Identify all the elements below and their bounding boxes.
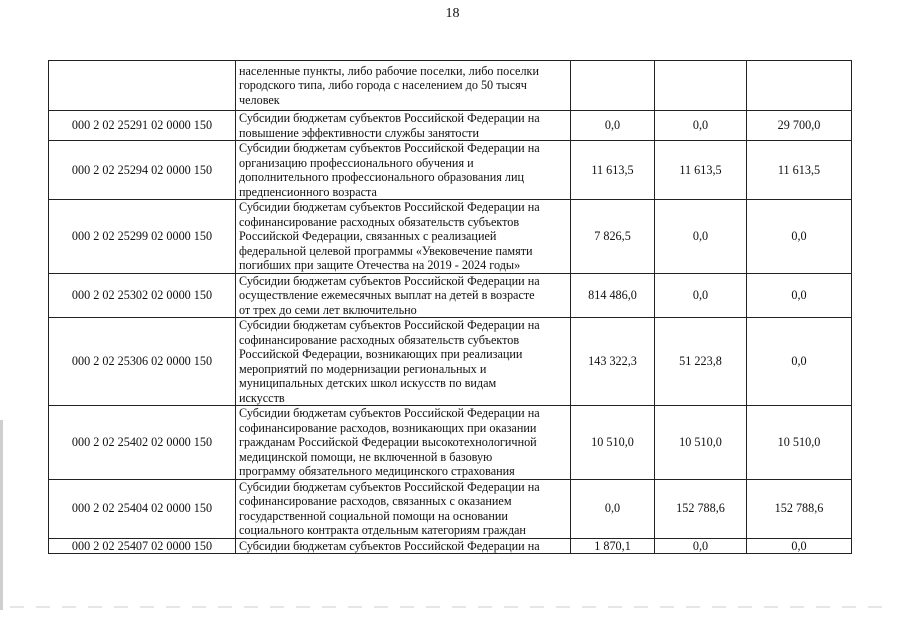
budget-table [48, 60, 852, 554]
description-line: Субсидии бюджетам субъектов Российской Федерации на [239, 318, 540, 332]
description-line: федеральной целевой программы «Увековечение памяти [239, 243, 533, 258]
amount-cell-v2019: 11 613,5 [571, 141, 655, 200]
amount-cell-v2020: 10 510,0 [655, 406, 747, 480]
table-row [49, 479, 852, 538]
amount-cell-v2020 [655, 61, 747, 111]
description-line: Субсидии бюджетам субъектов Российской Федерации на [239, 538, 540, 553]
description-line: Субсидии бюджетам субъектов Российской Федерации на [239, 200, 540, 214]
table-row [49, 200, 852, 274]
budget-code-cell: 000 2 02 25299 02 0000 150 [49, 200, 236, 274]
amount-cell-v2021: 11 613,5 [747, 141, 852, 200]
description-line: Субсидии бюджетам субъектов Российской Федерации на [239, 111, 540, 125]
description-line: организацию профессионального обучения и [239, 155, 474, 170]
budget-code-cell: 000 2 02 25407 02 0000 150 [49, 538, 236, 554]
description-cell [236, 538, 571, 554]
amount-cell-v2021: 152 788,6 [747, 479, 852, 538]
table-row [49, 406, 852, 480]
amount-cell-v2019: 814 486,0 [571, 273, 655, 318]
budget-code-cell: 000 2 02 25404 02 0000 150 [49, 479, 236, 538]
amount-cell-v2021: 0,0 [747, 200, 852, 274]
scan-artifact-line [10, 606, 890, 608]
amount-cell-v2020: 0,0 [655, 111, 747, 141]
description-line: гражданам Российской Федерации высокотехнологичной [239, 435, 537, 449]
description-line: городского типа, либо города с населением до 50 тысяч [239, 78, 527, 93]
budget-code-cell [49, 61, 236, 111]
table-row [49, 273, 852, 318]
description-line: мероприятий по модернизации региональных и [239, 361, 487, 376]
amount-cell-v2019: 7 826,5 [571, 200, 655, 274]
page-number: 18 [445, 6, 460, 21]
budget-table-body [49, 61, 852, 554]
amount-cell-v2020: 152 788,6 [655, 479, 747, 538]
description-line: погибших при защите Отечества на 2019 - 2024 годы» [239, 258, 521, 272]
description-line: муниципальных детских школ искусств по видам [239, 376, 497, 390]
description-cell [236, 200, 571, 274]
description-line: человек [239, 92, 280, 107]
amount-cell-v2020: 51 223,8 [655, 318, 747, 406]
amount-cell-v2019 [571, 61, 655, 111]
description-line: Российской Федерации, возникающих при реализации [239, 347, 523, 361]
scan-edge-mark [0, 420, 3, 610]
description-line: медицинской помощи, не включенной в базовую [239, 449, 493, 464]
amount-cell-v2019: 0,0 [571, 479, 655, 538]
description-line: дополнительного профессионального образования лиц [239, 170, 525, 184]
table-row [49, 141, 852, 200]
description-line: социального контракта отдельным категориям граждан [239, 523, 526, 537]
description-line: предпенсионного возраста [239, 184, 377, 199]
description-line: софинансирование расходных обязательств субъектов [239, 214, 520, 229]
description-cell [236, 406, 571, 480]
description-line: Субсидии бюджетам субъектов Российской Федерации на [239, 406, 540, 420]
table-row [49, 111, 852, 141]
description-line: софинансирование расходов, связанных с оказанием [239, 494, 512, 508]
description-line: повышение эффективности службы занятости [239, 125, 480, 140]
amount-cell-v2020: 11 613,5 [655, 141, 747, 200]
amount-cell-v2019: 0,0 [571, 111, 655, 141]
amount-cell-v2021: 29 700,0 [747, 111, 852, 141]
amount-cell-v2020: 0,0 [655, 273, 747, 318]
description-cell [236, 141, 571, 200]
amount-cell-v2020: 0,0 [655, 538, 747, 554]
description-line: Субсидии бюджетам субъектов Российской Федерации на [239, 479, 540, 494]
table-row [49, 318, 852, 406]
amount-cell-v2021: 10 510,0 [747, 406, 852, 480]
amount-cell-v2021: 0,0 [747, 273, 852, 318]
description-line: софинансирование расходов, возникающих при оказании [239, 420, 537, 435]
amount-cell-v2021: 0,0 [747, 318, 852, 406]
amount-cell-v2019: 10 510,0 [571, 406, 655, 480]
budget-code-cell: 000 2 02 25302 02 0000 150 [49, 273, 236, 318]
description-line: населенные пункты, либо рабочие поселки, либо поселки [239, 63, 539, 78]
description-line: Субсидии бюджетам субъектов Российской Федерации на [239, 141, 540, 155]
description-line: искусств [239, 390, 285, 405]
budget-code-cell: 000 2 02 25291 02 0000 150 [49, 111, 236, 141]
description-line: осуществление ежемесячных выплат на детей в возрасте [239, 288, 535, 302]
amount-cell-v2019: 1 870,1 [571, 538, 655, 554]
description-line: государственной социальной помощи на основании [239, 508, 508, 523]
description-cell [236, 61, 571, 111]
amount-cell-v2021 [747, 61, 852, 111]
description-cell [236, 111, 571, 141]
table-row [49, 538, 852, 554]
budget-code-cell: 000 2 02 25306 02 0000 150 [49, 318, 236, 406]
description-cell [236, 318, 571, 406]
description-cell [236, 273, 571, 318]
description-line: софинансирование расходных обязательств субъектов [239, 332, 520, 347]
description-line: программу обязательного медицинского страхования [239, 464, 515, 478]
amount-cell-v2021: 0,0 [747, 538, 852, 554]
description-line: Российской Федерации, связанных с реализацией [239, 229, 497, 243]
description-cell [236, 479, 571, 538]
amount-cell-v2019: 143 322,3 [571, 318, 655, 406]
description-line: Субсидии бюджетам субъектов Российской Федерации на [239, 273, 540, 288]
description-line: от трех до семи лет включительно [239, 302, 417, 317]
budget-code-cell: 000 2 02 25294 02 0000 150 [49, 141, 236, 200]
budget-code-cell: 000 2 02 25402 02 0000 150 [49, 406, 236, 480]
amount-cell-v2020: 0,0 [655, 200, 747, 274]
table-row [49, 61, 852, 111]
